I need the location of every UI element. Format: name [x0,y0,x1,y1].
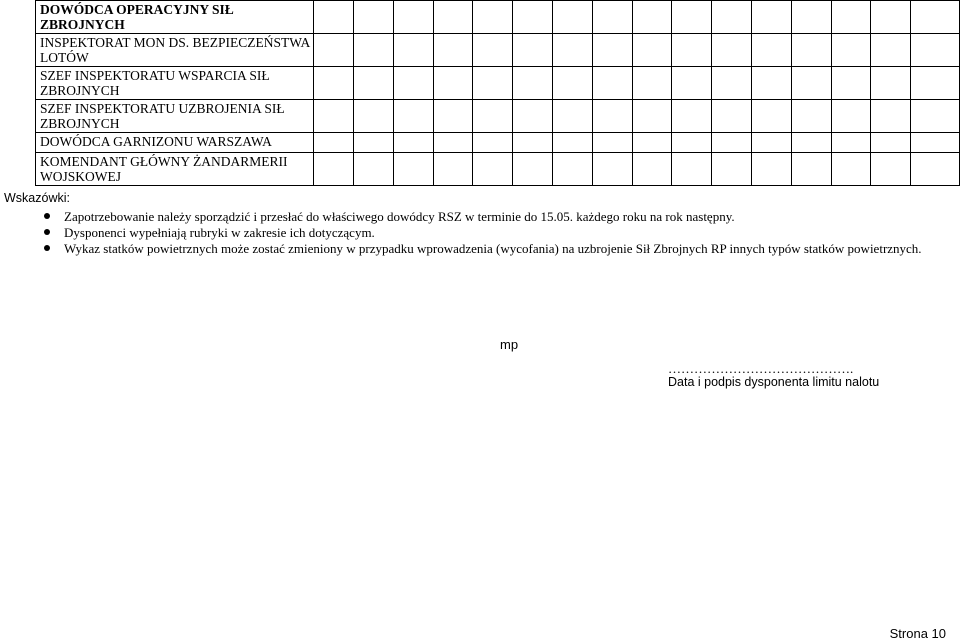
empty-cell [911,100,960,133]
table-row [36,1,960,34]
hint-text: Dysponenci wypełniają rubryki w zakresie ich dotyczącym. [64,225,375,240]
empty-cell [632,67,672,100]
unit-name-cell: SZEF INSPEKTORATU WSPARCIA SIŁ ZBROJNYCH [36,67,314,100]
empty-cell [712,153,752,186]
empty-cell [314,153,354,186]
empty-cell [314,133,354,153]
empty-cell [314,34,354,67]
empty-cell [473,67,513,100]
empty-cell [672,153,712,186]
hint-item [0,241,960,256]
empty-cell [354,100,394,133]
empty-cell [871,133,911,153]
empty-cell [354,67,394,100]
empty-cell [433,1,473,34]
empty-cell [473,153,513,186]
empty-cell [433,153,473,186]
empty-cell [433,100,473,133]
table-row [36,133,960,153]
table-row [36,34,960,67]
empty-cell [393,153,433,186]
empty-cell [831,133,871,153]
signature-label: Data i podpis dysponenta limitu nalotu [668,375,880,389]
empty-cell [831,34,871,67]
empty-cell [354,1,394,34]
empty-cell [513,1,553,34]
hints-list [0,209,960,256]
empty-cell [871,34,911,67]
unit-name-cell: DOWÓDCA OPERACYJNY SIŁ ZBROJNYCH [36,1,314,34]
empty-cell [712,1,752,34]
empty-cell [712,133,752,153]
bullet-icon [44,245,50,251]
empty-cell [592,34,632,67]
unit-name-cell: DOWÓDCA GARNIZONU WARSZAWA [36,133,314,153]
empty-cell [672,133,712,153]
empty-cell [791,153,831,186]
empty-cell [672,67,712,100]
empty-cell [592,1,632,34]
empty-cell [473,34,513,67]
stamp-mp: mp [500,337,519,352]
empty-cell [712,67,752,100]
empty-cell [552,34,592,67]
empty-cell [513,153,553,186]
hint-item [0,209,960,224]
hint-text: Wykaz statków powietrznych może zostać zmieniony w przypadku wprowadzenia (wycofania) na uzbrojenie Sił Zbrojnych RP innych typów statków powietrznych. [64,241,922,256]
empty-cell [831,1,871,34]
empty-cell [831,67,871,100]
empty-cell [592,67,632,100]
empty-cell [632,153,672,186]
empty-cell [831,153,871,186]
empty-cell [751,34,791,67]
empty-cell [911,133,960,153]
empty-cell [473,100,513,133]
empty-cell [751,67,791,100]
empty-cell [871,153,911,186]
empty-cell [672,34,712,67]
empty-cell [433,34,473,67]
empty-cell [393,1,433,34]
empty-cell [513,34,553,67]
empty-cell [393,34,433,67]
empty-cell [592,153,632,186]
empty-cell [592,133,632,153]
empty-cell [552,1,592,34]
empty-cell [552,153,592,186]
bullet-icon [44,213,50,219]
empty-cell [712,34,752,67]
empty-cell [393,133,433,153]
empty-cell [911,153,960,186]
empty-cell [871,1,911,34]
empty-cell [791,67,831,100]
empty-cell [473,1,513,34]
empty-cell [791,34,831,67]
empty-cell [751,1,791,34]
hints-section [0,191,960,257]
empty-cell [791,100,831,133]
empty-cell [632,100,672,133]
units-table [35,0,960,186]
empty-cell [672,1,712,34]
empty-cell [632,1,672,34]
empty-cell [314,67,354,100]
empty-cell [393,100,433,133]
empty-cell [871,100,911,133]
empty-cell [632,34,672,67]
empty-cell [393,67,433,100]
empty-cell [552,67,592,100]
table-row [36,100,960,133]
empty-cell [354,133,394,153]
empty-cell [751,133,791,153]
empty-cell [354,153,394,186]
unit-name-cell: INSPEKTORAT MON DS. BEZPIECZEŃSTWA LOTÓW [36,34,314,67]
hints-title: Wskazówki: [4,191,70,205]
empty-cell [354,34,394,67]
empty-cell [552,133,592,153]
empty-cell [513,133,553,153]
empty-cell [791,133,831,153]
empty-cell [433,133,473,153]
empty-cell [592,100,632,133]
empty-cell [314,100,354,133]
empty-cell [791,1,831,34]
empty-cell [911,1,960,34]
empty-cell [552,100,592,133]
hint-item [0,225,960,240]
units-table-body [36,1,960,186]
empty-cell [632,133,672,153]
empty-cell [672,100,712,133]
empty-cell [751,153,791,186]
empty-cell [473,133,513,153]
page-number: Strona 10 [889,626,946,641]
empty-cell [911,67,960,100]
empty-cell [314,1,354,34]
hint-text: Zapotrzebowanie należy sporządzić i przesłać do właściwego dowódcy RSZ w terminie do 15.05. każdego roku na rok następny. [64,209,735,224]
unit-name-cell: KOMENDANT GŁÓWNY ŻANDARMERII WOJSKOWEJ [36,153,314,186]
bullet-icon [44,229,50,235]
empty-cell [831,100,871,133]
unit-name-cell: SZEF INSPEKTORATU UZBROJENIA SIŁ ZBROJNYCH [36,100,314,133]
empty-cell [513,67,553,100]
empty-cell [751,100,791,133]
empty-cell [871,67,911,100]
table-row [36,153,960,186]
empty-cell [712,100,752,133]
empty-cell [513,100,553,133]
empty-cell [911,34,960,67]
table-row [36,67,960,100]
empty-cell [433,67,473,100]
signature-line: ……………………………………. [668,361,854,376]
